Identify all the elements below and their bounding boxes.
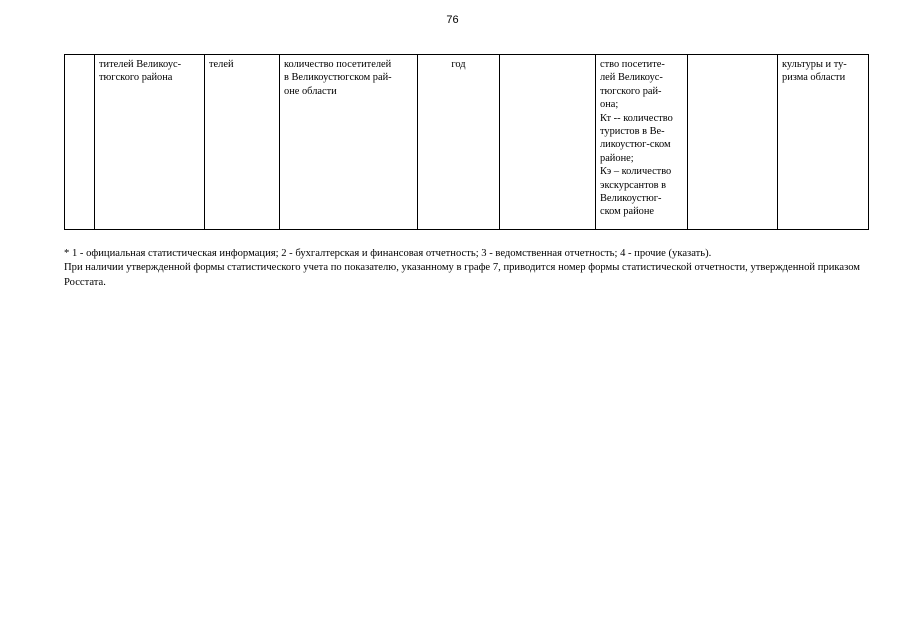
- footnote-line-1: * 1 - официальная статистическая информация; 2 - бухгалтерская и финансовая отчетность; 3 - ведомственная отчетность; 4 - прочие (указать).: [64, 248, 712, 259]
- cell-definition: количество посетителей в Великоустюгском рай- оне области: [280, 55, 418, 230]
- table-row: [65, 55, 869, 230]
- cell-empty: [500, 55, 596, 230]
- cell-period: год: [418, 55, 500, 230]
- cell-indicator-name: тителей Великоус- тюгского района: [95, 55, 205, 230]
- footnote-line-2: При наличии утвержденной формы статистического учета по показателю, указанному в графе 7, приводится номер формы статистической отчетности, утвержденной приказом Росстата.: [64, 262, 860, 288]
- cell-responsible: культуры и ту- ризма области: [778, 55, 869, 230]
- cell-formula: ство посетите- лей Великоус- тюгского рай- она; Кт -- количество туристов в Ве- ликоустюг-ском районе; Кэ – количество экскурсантов в Великоустюг- ском районе: [596, 55, 688, 230]
- cell-unit: телей: [205, 55, 280, 230]
- indicator-table: [64, 54, 869, 230]
- footnote: [64, 247, 860, 290]
- page-number: 76: [446, 14, 459, 26]
- cell-empty-2: [688, 55, 778, 230]
- cell-row-number: [65, 55, 95, 230]
